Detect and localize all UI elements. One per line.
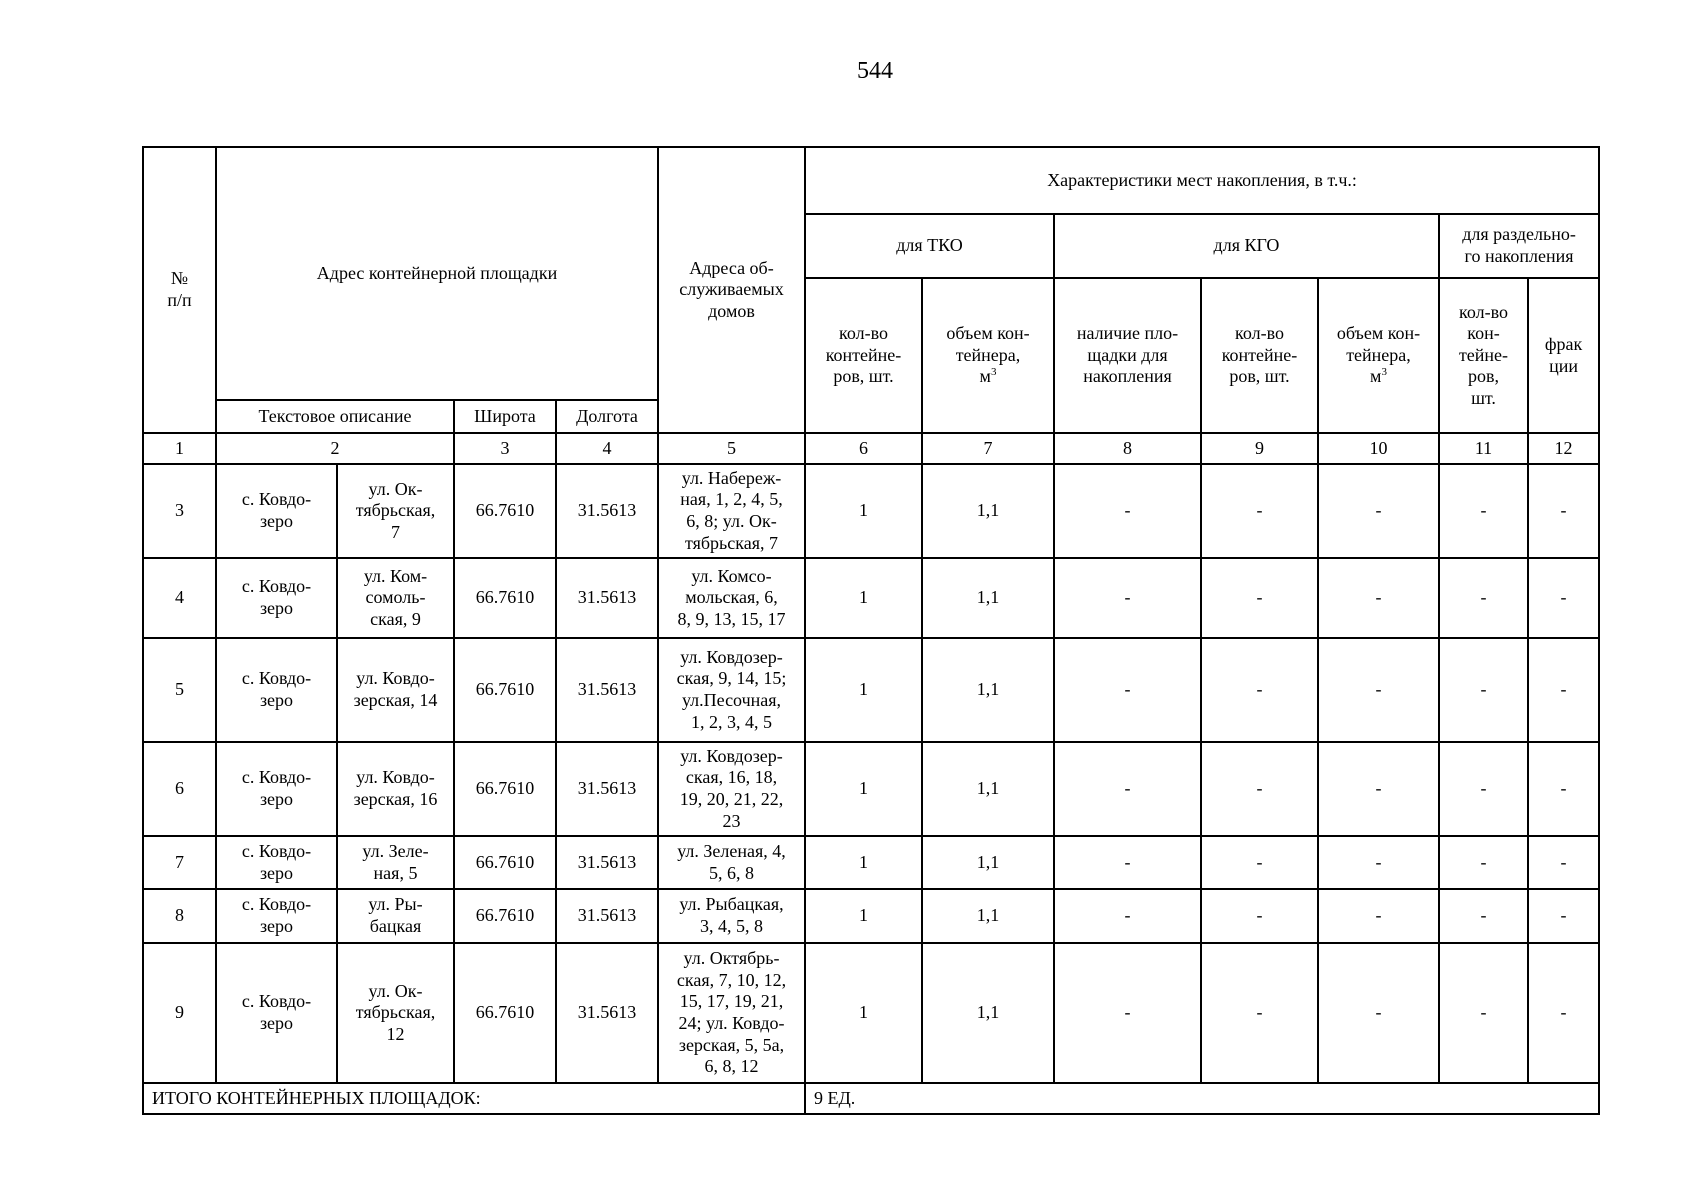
kgo-container-count-cell: - — [1201, 742, 1318, 836]
total-row — [143, 1083, 1599, 1114]
kgo-site-cell: - — [1054, 742, 1201, 836]
longitude-cell: 31.5613 — [556, 558, 658, 638]
header-longitude: Долгота — [556, 400, 658, 433]
header-kgo-volume — [1318, 278, 1439, 433]
kgo-container-volume-cell: - — [1318, 889, 1439, 943]
latitude-cell: 66.7610 — [454, 889, 556, 943]
street-cell: ул. Ок- тябрьская, 7 — [337, 464, 454, 558]
row-number-cell: 3 — [143, 464, 216, 558]
kgo-container-count-cell: - — [1201, 558, 1318, 638]
header-kgo-volume-text: объем кон- тейнера, м — [1336, 323, 1421, 387]
separate-container-count-cell: - — [1439, 836, 1528, 889]
separate-fraction-cell: - — [1528, 464, 1599, 558]
header-num — [143, 147, 216, 433]
kgo-site-cell: - — [1054, 889, 1201, 943]
tko-container-count-cell: 1 — [805, 464, 922, 558]
settlement-cell: с. Ковдо- зеро — [216, 889, 337, 943]
column-numbers-row — [143, 433, 1599, 464]
settlement-cell: с. Ковдо- зеро — [216, 558, 337, 638]
header-tko-count — [805, 278, 922, 433]
settlement-cell: с. Ковдо- зеро — [216, 464, 337, 558]
header-text-description: Текстовое описание — [216, 400, 454, 433]
header-houses-text: Адреса об- служиваемых домов — [679, 257, 784, 321]
tko-container-count-cell: 1 — [805, 638, 922, 742]
served-houses-cell: ул. Октябрь- ская, 7, 10, 12, 15, 17, 19, 21, 24; ул. Ковдо- зерская, 5, 5а, 6, 8, 12 — [658, 943, 805, 1083]
street-cell: ул. Ковдо- зерская, 16 — [337, 742, 454, 836]
street-cell: ул. Ок- тябрьская, 12 — [337, 943, 454, 1083]
col-number: 3 — [454, 433, 556, 464]
tko-container-volume-cell: 1,1 — [922, 742, 1054, 836]
table-row — [143, 943, 1599, 1083]
latitude-cell: 66.7610 — [454, 742, 556, 836]
longitude-cell: 31.5613 — [556, 638, 658, 742]
total-value: 9 ЕД. — [805, 1083, 1599, 1114]
table-row — [143, 464, 1599, 558]
separate-container-count-cell: - — [1439, 558, 1528, 638]
header-kgo: для КГО — [1054, 214, 1439, 278]
tko-container-volume-cell: 1,1 — [922, 638, 1054, 742]
kgo-site-cell: - — [1054, 558, 1201, 638]
separate-fraction-cell: - — [1528, 889, 1599, 943]
tko-container-count-cell: 1 — [805, 889, 922, 943]
col-number: 9 — [1201, 433, 1318, 464]
street-cell: ул. Ры- бацкая — [337, 889, 454, 943]
kgo-container-volume-cell: - — [1318, 742, 1439, 836]
row-number-cell: 9 — [143, 943, 216, 1083]
longitude-cell: 31.5613 — [556, 889, 658, 943]
longitude-cell: 31.5613 — [556, 742, 658, 836]
header-address: Адрес контейнерной площадки — [216, 147, 658, 400]
kgo-container-volume-cell: - — [1318, 638, 1439, 742]
col-number: 12 — [1528, 433, 1599, 464]
header-separate — [1439, 214, 1599, 278]
header-kgo-count-text: кол-во контейне- ров, шт. — [1221, 323, 1298, 387]
latitude-cell: 66.7610 — [454, 943, 556, 1083]
superscript-3: 3 — [1381, 366, 1387, 379]
page-number: 544 — [857, 58, 893, 84]
header-tko-count-text: кол-во контейне- ров, шт. — [825, 323, 902, 387]
latitude-cell: 66.7610 — [454, 638, 556, 742]
col-number: 7 — [922, 433, 1054, 464]
header-separate-text: для раздельно- го накопления — [1462, 224, 1576, 266]
header-sep-fraction — [1528, 278, 1599, 433]
separate-container-count-cell: - — [1439, 742, 1528, 836]
header-tko-volume — [922, 278, 1054, 433]
served-houses-cell: ул. Рыбацкая, 3, 4, 5, 8 — [658, 889, 805, 943]
street-cell: ул. Зеле- ная, 5 — [337, 836, 454, 889]
tko-container-volume-cell: 1,1 — [922, 836, 1054, 889]
settlement-cell: с. Ковдо- зеро — [216, 638, 337, 742]
header-sep-count — [1439, 278, 1528, 433]
row-number-cell: 6 — [143, 742, 216, 836]
tko-container-volume-cell: 1,1 — [922, 889, 1054, 943]
header-kgo-count — [1201, 278, 1318, 433]
settlement-cell: с. Ковдо- зеро — [216, 836, 337, 889]
served-houses-cell: ул. Комсо- мольская, 6, 8, 9, 13, 15, 17 — [658, 558, 805, 638]
table-row — [143, 836, 1599, 889]
tko-container-count-cell: 1 — [805, 558, 922, 638]
kgo-container-volume-cell: - — [1318, 836, 1439, 889]
row-number-cell: 8 — [143, 889, 216, 943]
street-cell: ул. Ковдо- зерская, 14 — [337, 638, 454, 742]
kgo-container-count-cell: - — [1201, 943, 1318, 1083]
header-sep-fraction-text: фрак ции — [1544, 333, 1583, 376]
col-number: 1 — [143, 433, 216, 464]
latitude-cell: 66.7610 — [454, 558, 556, 638]
longitude-cell: 31.5613 — [556, 464, 658, 558]
separate-container-count-cell: - — [1439, 943, 1528, 1083]
latitude-cell: 66.7610 — [454, 464, 556, 558]
total-label: ИТОГО КОНТЕЙНЕРНЫХ ПЛОЩАДОК: — [143, 1083, 805, 1114]
kgo-container-volume-cell: - — [1318, 943, 1439, 1083]
kgo-container-count-cell: - — [1201, 836, 1318, 889]
header-tko: для ТКО — [805, 214, 1054, 278]
separate-fraction-cell: - — [1528, 742, 1599, 836]
separate-container-count-cell: - — [1439, 638, 1528, 742]
served-houses-cell: ул. Набереж- ная, 1, 2, 4, 5, 6, 8; ул. Ок- тябрьская, 7 — [658, 464, 805, 558]
settlement-cell: с. Ковдо- зеро — [216, 742, 337, 836]
header-kgo-site — [1054, 278, 1201, 433]
latitude-cell: 66.7610 — [454, 836, 556, 889]
header-houses — [658, 147, 805, 433]
kgo-container-count-cell: - — [1201, 889, 1318, 943]
row-number-cell: 4 — [143, 558, 216, 638]
separate-container-count-cell: - — [1439, 889, 1528, 943]
kgo-container-count-cell: - — [1201, 464, 1318, 558]
served-houses-cell: ул. Ковдозер- ская, 9, 14, 15; ул.Песочная, 1, 2, 3, 4, 5 — [658, 638, 805, 742]
header-kgo-site-text: наличие пло- щадки для накопления — [1076, 323, 1179, 387]
col-number: 10 — [1318, 433, 1439, 464]
header-characteristics: Характеристики мест накопления, в т.ч.: — [805, 147, 1599, 214]
separate-fraction-cell: - — [1528, 943, 1599, 1083]
served-houses-cell: ул. Ковдозер- ская, 16, 18, 19, 20, 21, 22, 23 — [658, 742, 805, 836]
kgo-site-cell: - — [1054, 464, 1201, 558]
longitude-cell: 31.5613 — [556, 943, 658, 1083]
header-sep-count-text: кол-во кон- тейне- ров, шт. — [1458, 301, 1509, 408]
tko-container-count-cell: 1 — [805, 943, 922, 1083]
row-number-cell: 7 — [143, 836, 216, 889]
row-number-cell: 5 — [143, 638, 216, 742]
header-tko-volume-text: объем кон- тейнера, м — [946, 323, 1030, 387]
kgo-container-volume-cell: - — [1318, 464, 1439, 558]
street-cell: ул. Ком- сомоль- ская, 9 — [337, 558, 454, 638]
superscript-3: 3 — [990, 366, 997, 379]
tko-container-count-cell: 1 — [805, 836, 922, 889]
col-number: 8 — [1054, 433, 1201, 464]
kgo-container-count-cell: - — [1201, 638, 1318, 742]
served-houses-cell: ул. Зеленая, 4, 5, 6, 8 — [658, 836, 805, 889]
col-number: 6 — [805, 433, 922, 464]
col-number: 4 — [556, 433, 658, 464]
header-num-text: № п/п — [167, 268, 192, 310]
kgo-site-cell: - — [1054, 836, 1201, 889]
kgo-site-cell: - — [1054, 943, 1201, 1083]
tko-container-volume-cell: 1,1 — [922, 558, 1054, 638]
separate-fraction-cell: - — [1528, 836, 1599, 889]
tko-container-count-cell: 1 — [805, 742, 922, 836]
table-row — [143, 638, 1599, 742]
col-number: 5 — [658, 433, 805, 464]
header-latitude: Широта — [454, 400, 556, 433]
tko-container-volume-cell: 1,1 — [922, 943, 1054, 1083]
container-sites-table — [142, 146, 1600, 1115]
tko-container-volume-cell: 1,1 — [922, 464, 1054, 558]
col-number: 11 — [1439, 433, 1528, 464]
separate-fraction-cell: - — [1528, 638, 1599, 742]
settlement-cell: с. Ковдо- зеро — [216, 943, 337, 1083]
longitude-cell: 31.5613 — [556, 836, 658, 889]
kgo-container-volume-cell: - — [1318, 558, 1439, 638]
separate-fraction-cell: - — [1528, 558, 1599, 638]
table-row — [143, 889, 1599, 943]
separate-container-count-cell: - — [1439, 464, 1528, 558]
table-row — [143, 558, 1599, 638]
kgo-site-cell: - — [1054, 638, 1201, 742]
table-row — [143, 742, 1599, 836]
col-number: 2 — [216, 433, 454, 464]
